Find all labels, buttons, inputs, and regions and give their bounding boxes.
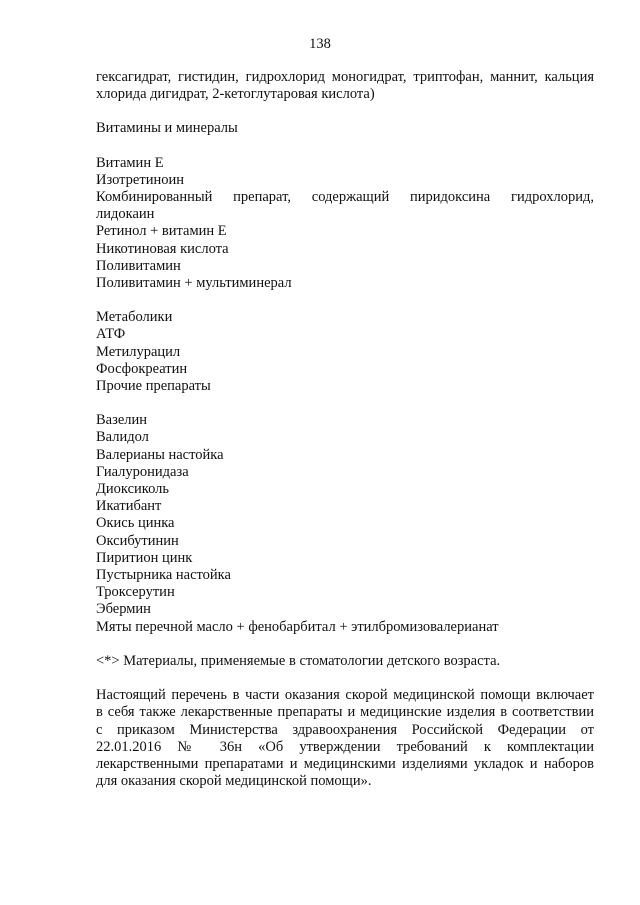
list-item: Икатибант (96, 498, 162, 515)
list-item: Гиалуронидаза (96, 463, 189, 480)
section-heading-vitamins: Витамины и минералы (96, 120, 238, 137)
list-item: Вазелин (96, 412, 148, 429)
list-item: Ретинол + витамин Е (96, 223, 227, 240)
list-item: Мяты перечной масло + фенобарбитал + этилбромизовалерианат (96, 618, 499, 635)
list-item: Эбермин (96, 601, 151, 618)
closing-line: лекарственными препаратами и медицинскими изделиями укладок и наборов (96, 755, 594, 772)
closing-line: с приказом Министерства здравоохранения Российской Федерации от (96, 721, 594, 738)
list-item: Окись цинка (96, 515, 175, 532)
list-item: Пиритион цинк (96, 549, 193, 566)
list-item: Витамин Е (96, 154, 164, 171)
other-list (96, 412, 594, 636)
vitamins-list (96, 155, 594, 293)
closing-line: 22.01.2016 № 36н «Об утверждении требований к комплектации (96, 738, 594, 755)
list-item: Валидол (96, 429, 149, 446)
list-item: Поливитамин (96, 257, 181, 274)
closing-line: в себя также лекарственные препараты и медицинские изделия в соответствии (96, 704, 594, 721)
metabolics-list (96, 326, 594, 395)
list-item: Диоксиколь (96, 481, 169, 498)
footnote: <*> Материалы, применяемые в стоматологии детского возраста. (96, 652, 501, 669)
closing-line: Настоящий перечень в части оказания скорой медицинской помощи включает (96, 687, 594, 704)
list-item: Валерианы настойка (96, 446, 224, 463)
list-item: Фосфокреатин (96, 360, 188, 377)
list-item: Изотретиноин (96, 171, 184, 188)
document-body (96, 69, 594, 790)
closing-line: для оказания скорой медицинской помощи». (96, 773, 372, 790)
page-number: 138 (309, 36, 331, 52)
list-item: Оксибутинин (96, 532, 179, 549)
list-item: Троксерутин (96, 584, 175, 601)
list-item: АТФ (96, 326, 126, 343)
list-item: лидокаин (96, 206, 155, 223)
list-item: Прочие препараты (96, 378, 211, 395)
list-item: Комбинированный препарат, содержащий пиридоксина гидрохлорид, (96, 189, 594, 206)
intro-line-1: гексагидрат, гистидин, гидрохлорид моногидрат, триптофан, маннит, кальция (96, 69, 594, 85)
list-item: Пустырника настойка (96, 567, 231, 584)
list-item: Никотиновая кислота (96, 240, 229, 257)
closing-paragraph (96, 687, 594, 790)
section-heading-metabolics: Метаболики (96, 309, 173, 326)
list-item: Метилурацил (96, 343, 181, 360)
intro-line-2: хлорида дигидрат, 2-кетоглутаровая кислота) (96, 86, 375, 103)
list-item: Поливитамин + мультиминерал (96, 275, 292, 292)
